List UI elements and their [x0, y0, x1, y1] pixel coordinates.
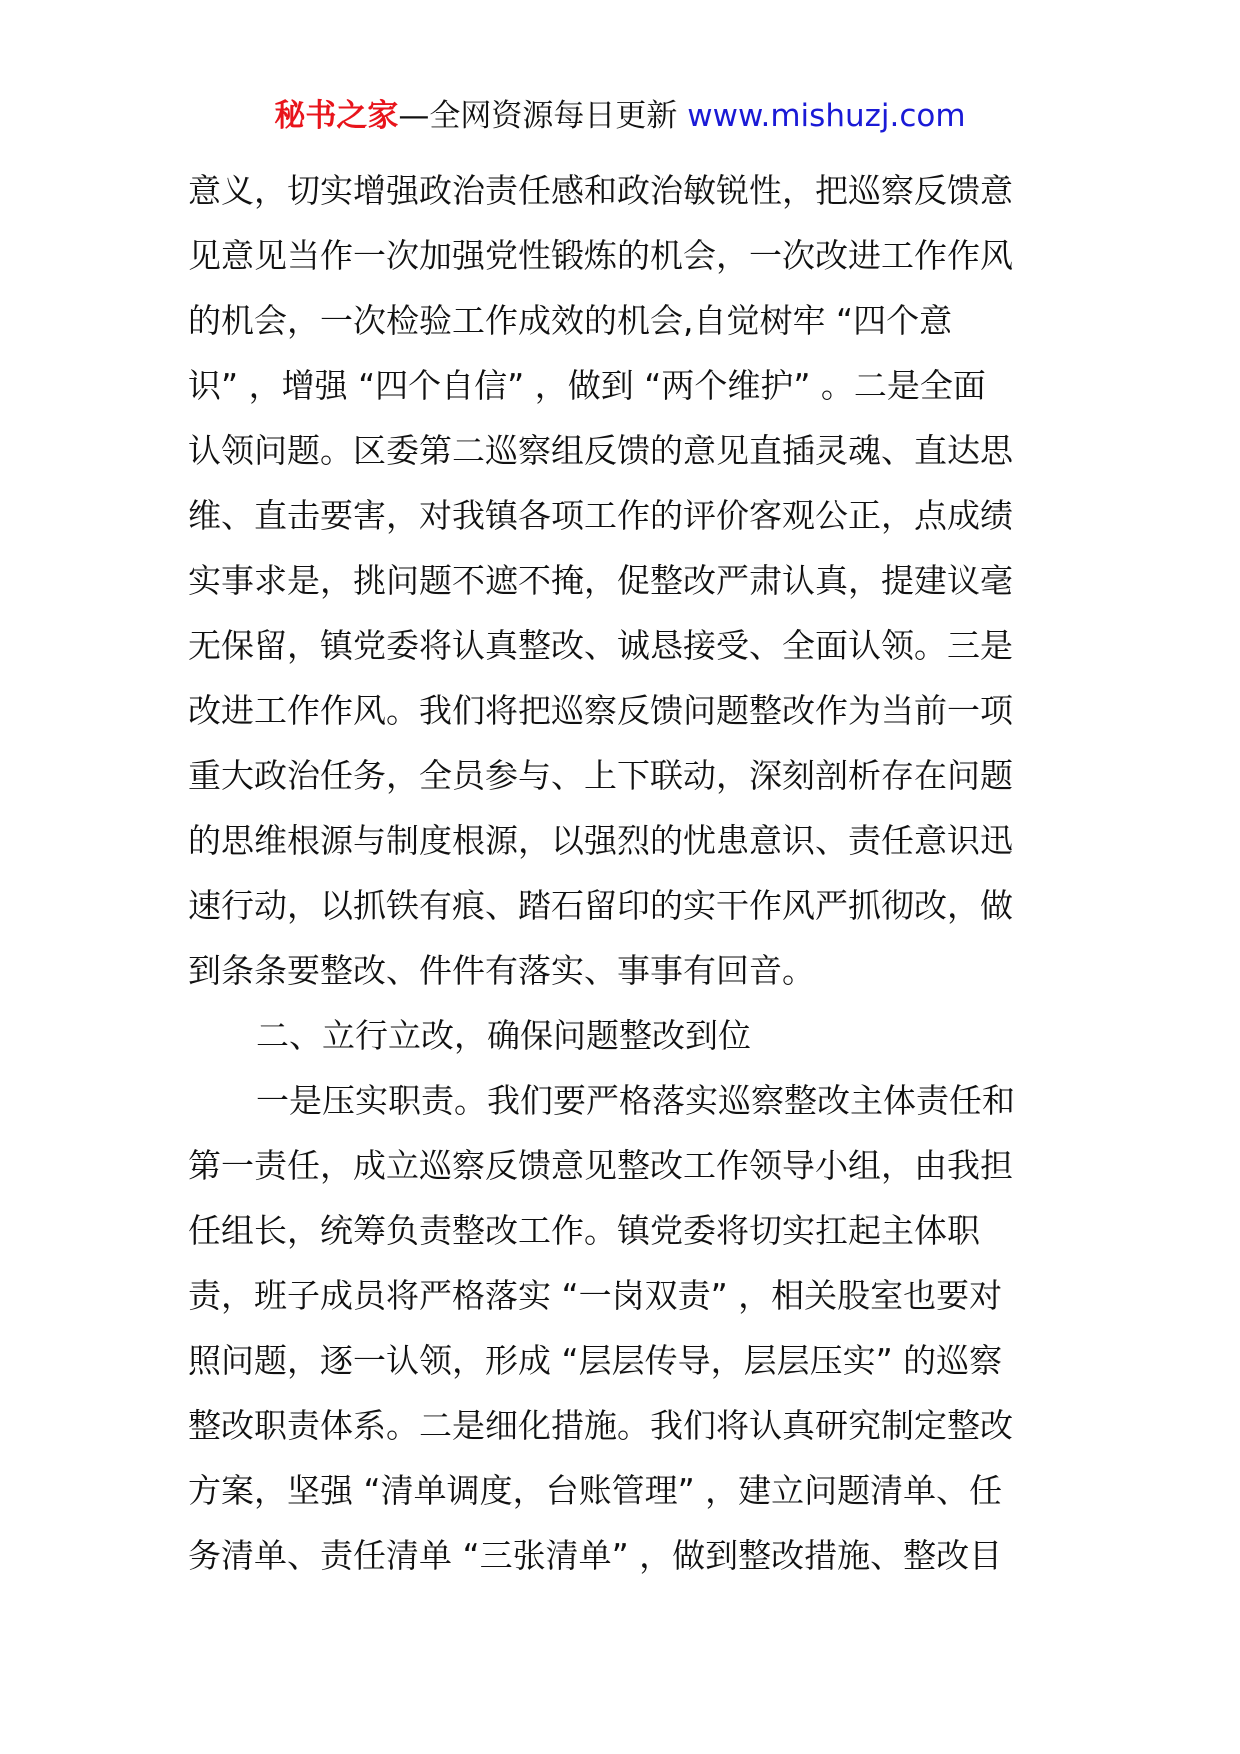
- text-line: 无保留，镇党委将认真整改、诚恳接受、全面认领。三是: [188, 626, 1013, 665]
- text-line: 速行动，以抓铁有痕、踏石留印的实干作风严抓彻改，做: [188, 886, 1013, 925]
- section-heading: 二、立行立改，确保问题整改到位: [256, 1016, 751, 1055]
- site-header: [0, 96, 1240, 136]
- text-line: 到条条要整改、件件有落实、事事有回音。: [188, 951, 815, 990]
- text-line: 认领问题。区委第二巡察组反馈的意见直插灵魂、直达思: [188, 431, 1013, 470]
- site-slogan: —全网资源每日更新: [398, 98, 688, 134]
- text-line: 的机会，一次检验工作成效的机会,自觉树牢 “四个意: [188, 301, 953, 340]
- text-line: 方案，坚强 “清单调度，台账管理” ，建立问题清单、任: [188, 1471, 1003, 1510]
- text-line: 意义，切实增强政治责任感和政治敏锐性，把巡察反馈意: [188, 171, 1013, 210]
- document-body: [188, 158, 1058, 1588]
- paragraph-start-line: 一是压实职责。我们要严格落实巡察整改主体责任和: [256, 1081, 1015, 1120]
- text-line: 的思维根源与制度根源，以强烈的忧患意识、责任意识迅: [188, 821, 1013, 860]
- text-line: 第一责任，成立巡察反馈意见整改工作领导小组，由我担: [188, 1146, 1013, 1185]
- text-line: 见意见当作一次加强党性锻炼的机会，一次改进工作作风: [188, 236, 1013, 275]
- text-line: 维、直击要害，对我镇各项工作的评价客观公正，点成绩: [188, 496, 1013, 535]
- text-line: 任组长，统筹负责整改工作。镇党委将切实扛起主体职: [188, 1211, 980, 1250]
- text-line: 实事求是，挑问题不遮不掩，促整改严肃认真，提建议毫: [188, 561, 1013, 600]
- text-line: 照问题，逐一认领，形成 “层层传导，层层压实” 的巡察: [188, 1341, 1003, 1380]
- text-line: 务清单、责任清单 “三张清单” ，做到整改措施、整改目: [188, 1536, 1003, 1575]
- text-line: 识” ，增强 “四个自信” ，做到 “两个维护” 。二是全面: [188, 366, 986, 405]
- site-brand: 秘书之家: [274, 98, 399, 134]
- text-line: 责，班子成员将严格落实 “一岗双责” ，相关股室也要对: [188, 1276, 1003, 1315]
- text-line: 改进工作作风。我们将把巡察反馈问题整改作为当前一项: [188, 691, 1013, 730]
- text-line: 重大政治任务，全员参与、上下联动，深刻剖析存在问题: [188, 756, 1013, 795]
- site-url[interactable]: www.mishuzj.com: [687, 98, 966, 134]
- text-line: 整改职责体系。二是细化措施。我们将认真研究制定整改: [188, 1406, 1013, 1445]
